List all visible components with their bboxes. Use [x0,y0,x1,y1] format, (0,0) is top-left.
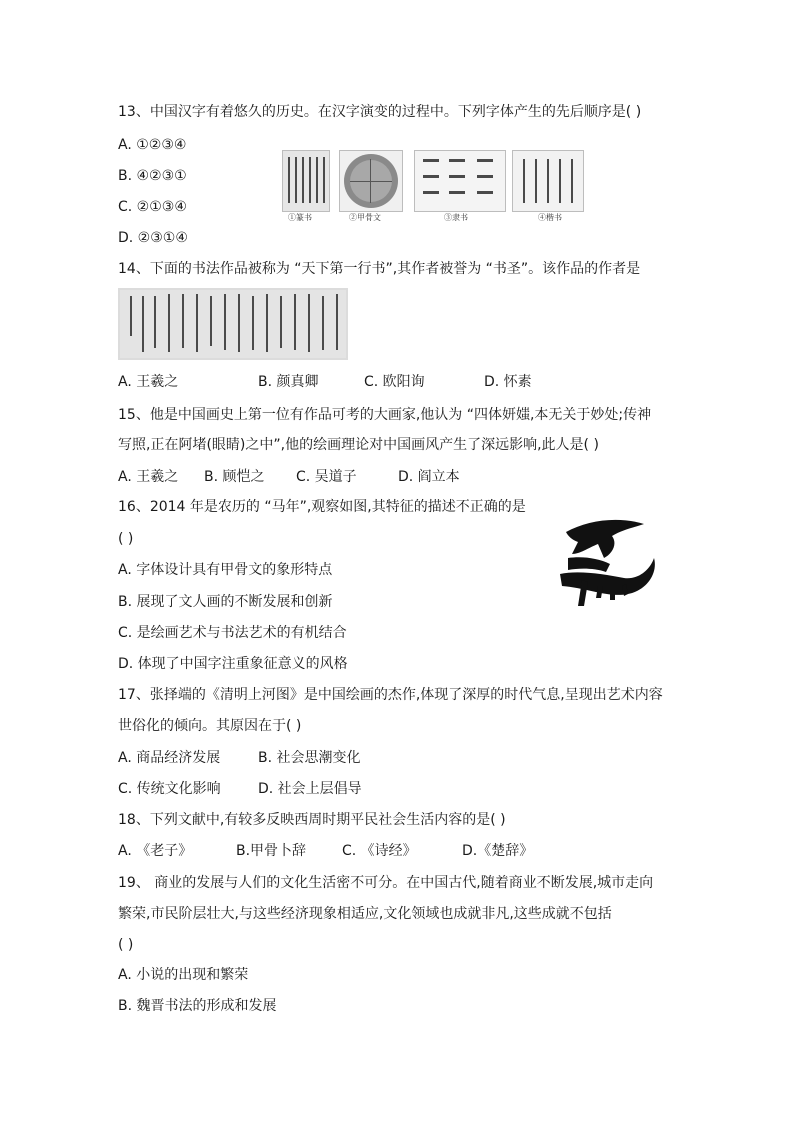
q13-script-figure [282,150,584,226]
q15-option-d[interactable]: D. 阎立本 [398,469,460,485]
q17-option-a[interactable]: A. 商品经济发展 [118,750,221,766]
q19-option-a[interactable]: A. 小说的出现和繁荣 [118,967,249,983]
regular-script-image [512,150,584,212]
q18-option-a[interactable]: A. 《老子》 [118,843,193,859]
q16-option-c[interactable]: C. 是绘画艺术与书法艺术的有机结合 [118,625,347,641]
q18-stem: 18、下列文献中,有较多反映西周时期平民社会生活内容的是( ) [118,812,506,828]
q19-stem-line2: 繁荣,市民阶层壮大,与这些经济现象相适应,文化领域也成就非凡,这些成就不包括 [118,906,612,922]
q13-option-d[interactable]: D. ②③①④ [118,230,188,246]
q15-option-c[interactable]: C. 吴道子 [296,469,357,485]
q19-option-b[interactable]: B. 魏晋书法的形成和发展 [118,998,277,1014]
q16-option-a[interactable]: A. 字体设计具有甲骨文的象形特点 [118,562,333,578]
caption-clerical: ③隶书 [444,213,468,222]
q17-option-c[interactable]: C. 传统文化影响 [118,781,221,797]
q14-option-b[interactable]: B. 颜真卿 [258,374,319,390]
q18-option-c[interactable]: C. 《诗经》 [342,843,417,859]
oracle-bone-image [339,150,403,212]
q16-blank: ( ) [118,531,134,547]
caption-seal: ①篆书 [288,213,312,222]
q14-option-a[interactable]: A. 王羲之 [118,374,179,390]
q15-stem-line1: 15、他是中国画史上第一位有作品可考的大画家,他认为 “四体妍媸,本无关于妙处;传神 [118,407,652,423]
q18-option-d[interactable]: D.《楚辞》 [462,843,534,859]
q17-stem-line1: 17、张择端的《清明上河图》是中国绘画的杰作,体现了深厚的时代气息,呈现出艺术内容 [118,687,663,703]
q13-option-c[interactable]: C. ②①③④ [118,199,187,215]
q19-blank: ( ) [118,937,134,953]
q16-option-d[interactable]: D. 体现了中国字注重象征意义的风格 [118,656,348,672]
q15-stem-line2: 写照,正在阿堵(眼睛)之中”,他的绘画理论对中国画风产生了深远影响,此人是( ) [118,437,599,453]
q17-stem-line2: 世俗化的倾向。其原因在于( ) [118,718,302,734]
q13-stem: 13、中国汉字有着悠久的历史。在汉字演变的过程中。下列字体产生的先后顺序是( ) [118,104,642,120]
horse-calligraphy-image [548,514,663,614]
q16-stem: 16、2014 年是农历的 “马年”,观察如图,其特征的描述不正确的是 [118,499,526,515]
q14-option-c[interactable]: C. 欧阳询 [364,374,425,390]
q15-option-a[interactable]: A. 王羲之 [118,469,179,485]
q14-stem: 14、下面的书法作品被称为 “天下第一行书”,其作者被誉为 “书圣”。该作品的作者是 [118,261,641,277]
q17-option-b[interactable]: B. 社会思潮变化 [258,750,361,766]
q19-stem-line1: 19、 商业的发展与人们的文化生活密不可分。在中国古代,随着商业不断发展,城市走向 [118,875,654,891]
q13-option-a[interactable]: A. ①②③④ [118,137,187,153]
q15-option-b[interactable]: B. 顾恺之 [204,469,265,485]
q18-option-b[interactable]: B.甲骨卜辞 [236,843,307,859]
q17-option-d[interactable]: D. 社会上层倡导 [258,781,362,797]
clerical-script-image [414,150,506,212]
seal-script-image [282,150,330,212]
lanting-calligraphy-image [118,288,348,360]
caption-regular: ④楷书 [538,213,562,222]
caption-oracle: ②甲骨文 [349,213,381,222]
q14-option-d[interactable]: D. 怀素 [484,374,532,390]
q16-option-b[interactable]: B. 展现了文人画的不断发展和创新 [118,594,333,610]
q13-option-b[interactable]: B. ④②③① [118,168,187,184]
